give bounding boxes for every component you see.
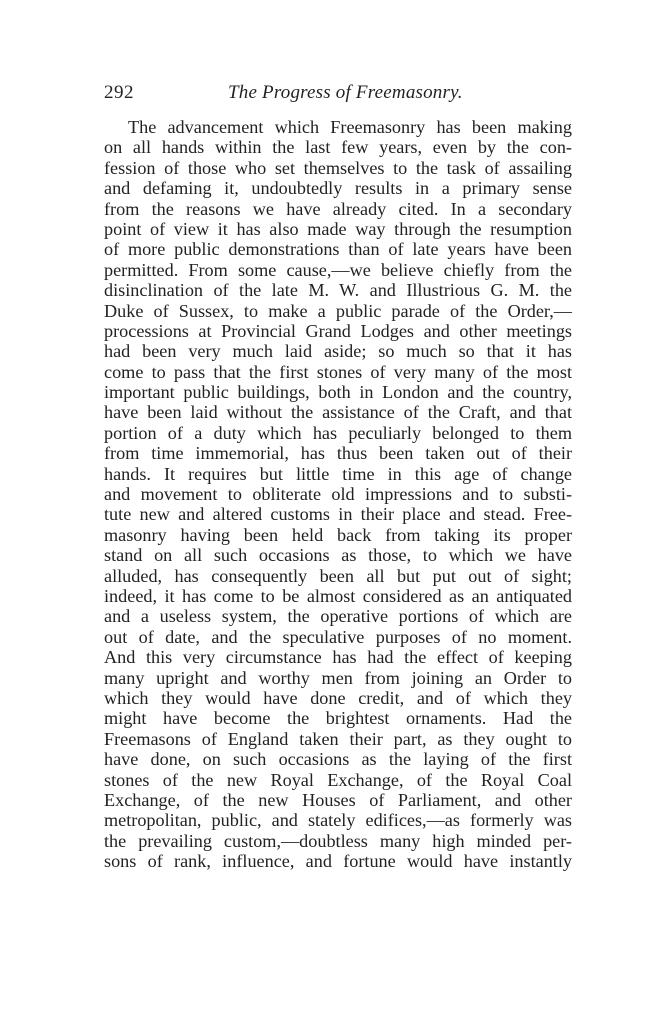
text-line: portion of a duty which has peculiarly belonged to them [104,422,572,443]
text-line: from the reasons we have already cited. In a secondary [104,198,572,219]
text-line: Freemasons of England taken their part, as they ought to [104,728,572,749]
text-line: permitted. From some cause,—we believe chiefly from the [104,259,572,280]
text-line: indeed, it has come to be almost considered as an antiquated [104,585,572,606]
running-head [104,82,572,106]
text-line: hands. It requires but little time in this age of change [104,463,572,484]
text-line: out of date, and the speculative purposes of no moment. [104,626,572,647]
text-line: stand on all such occasions as those, to which we have [104,545,572,566]
text-line: stones of the new Royal Exchange, of the Royal Coal [104,769,572,790]
text-line: point of view it has also made way through the resumption [104,218,572,239]
text-line: Duke of Sussex, to make a public parade of the Order,— [104,300,572,321]
text-line: might have become the brightest ornaments. Had the [104,708,572,729]
text-line: metropolitan, public, and stately edifices,—as formerly was [104,810,572,831]
text-line: and defaming it, undoubtedly results in a primary sense [104,178,572,199]
text-line: fession of those who set themselves to the task of assailing [104,157,572,178]
text-line: alluded, has consequently been all but put out of sight; [104,565,572,586]
text-line: come to pass that the first stones of very many of the most [104,361,572,382]
text-line: many upright and worthy men from joining an Order to [104,667,572,688]
text-line: masonry having been held back from taking its proper [104,524,572,545]
text-line: and a useless system, the operative portions of which are [104,606,572,627]
text-line: sons of rank, influence, and fortune would have instantly [104,851,572,872]
text-line: and movement to obliterate old impressions and to substi- [104,484,572,505]
text-line: have been laid without the assistance of the Craft, and that [104,402,572,423]
text-line: have done, on such occasions as the laying of the first [104,749,572,770]
text-line: processions at Provincial Grand Lodges and other meetings [104,320,572,341]
text-line: had been very much laid aside; so much so that it has [104,341,572,362]
text-line: tute new and altered customs in their place and stead. Free- [104,504,572,525]
text-line: The advancement which Freemasonry has been making [128,117,572,137]
text-line: Exchange, of the new Houses of Parliament, and other [104,789,572,810]
text-line: disinclination of the late M. W. and Illustrious G. M. the [104,280,572,301]
text-line: important public buildings, both in London and the country, [104,382,572,403]
running-title: The Progress of Freemasonry. [228,82,463,103]
text-line: And this very circumstance has had the effect of keeping [104,647,572,668]
text-line: on all hands within the last few years, even by the con- [104,137,572,158]
text-line: from time immemorial, has thus been taken out of their [104,443,572,464]
text-line: the prevailing custom,—doubtless many high minded per- [104,830,572,851]
page-number: 292 [104,82,134,103]
text-line: of more public demonstrations than of late years have been [104,239,572,260]
text-line: which they would have done credit, and of which they [104,687,572,708]
body-paragraph [104,117,572,871]
